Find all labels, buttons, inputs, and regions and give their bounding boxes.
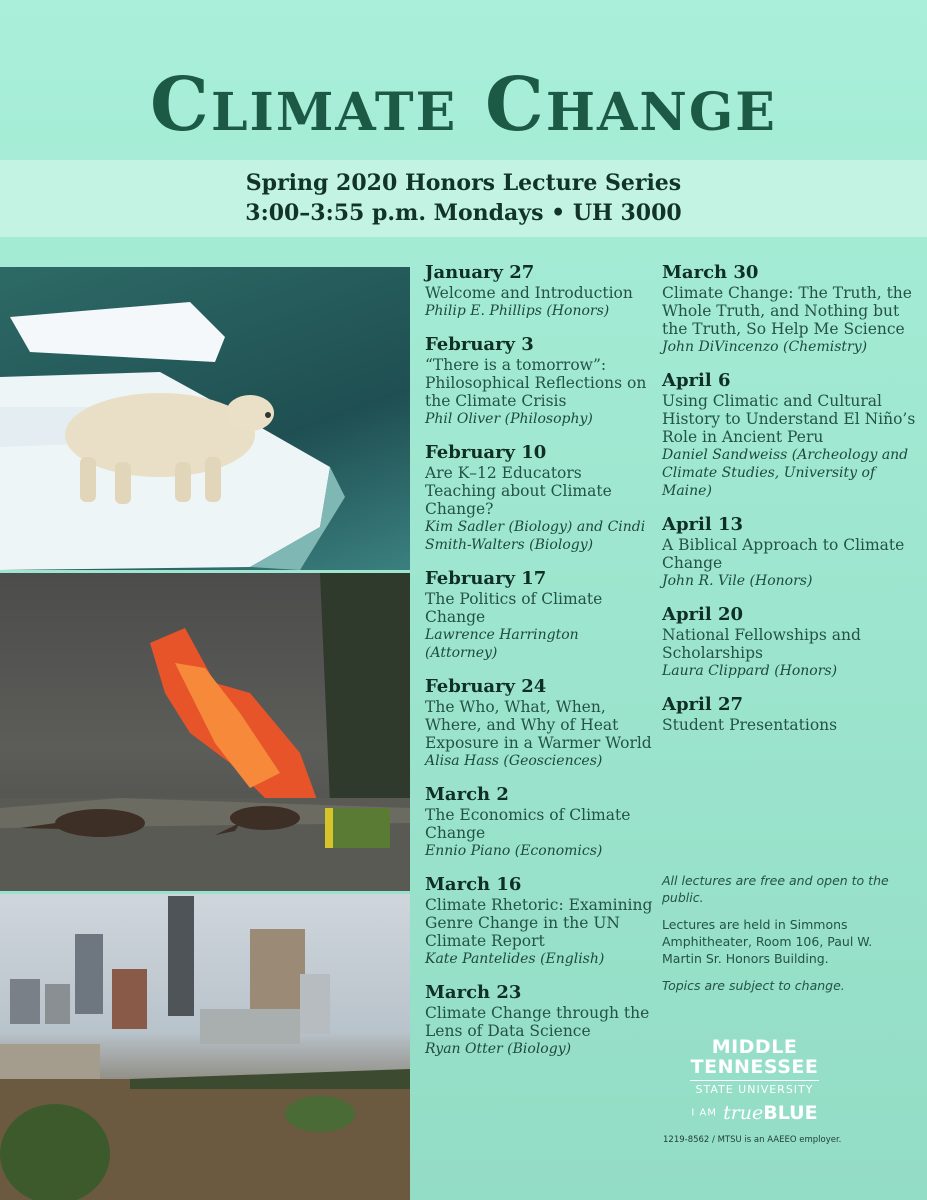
lecture-entry [662,370,917,500]
lecture-entry [425,442,655,554]
lecture-speaker: Phil Oliver (Philosophy) [425,411,593,427]
lecture-speaker: Laura Clippard (Honors) [662,663,838,679]
lecture-speaker: Kim Sadler (Biology) and Cindi Smith-Walters (Biology) [425,519,646,553]
lecture-speaker: Kate Pantelides (English) [425,951,605,967]
lecture-entry [425,676,655,770]
logo-line-tennessee: TENNESSEE [690,1056,819,1078]
lecture-entry [425,874,655,968]
lecture-speaker: John R. Vile (Honors) [662,573,813,589]
schedule-time: 3:00–3:55 p.m. Mondays • UH 3000 [245,200,682,226]
tagline-blue: BLUE [763,1102,818,1124]
lecture-date: February 17 [425,568,547,589]
lecture-topic: Climate Change: The Truth, the Whole Truth, and Nothing but the Truth, So Help Me Science [662,284,912,338]
lecture-speaker: Philip E. Phillips (Honors) [425,303,610,319]
location-note: Lectures are held in Simmons Amphitheater, Room 106, Paul W. Martin Sr. Honors Building. [662,917,873,966]
lecture-topic: The Economics of Climate Change [425,806,631,842]
lecture-speaker: John DiVincenzo (Chemistry) [662,339,868,355]
lecture-column-right [662,262,917,748]
lecture-date: April 13 [662,514,744,535]
lecture-entry [425,784,655,860]
lecture-date: February 3 [425,334,534,355]
lecture-date: April 20 [662,604,744,625]
tagline-true: true [723,1102,764,1124]
lecture-topic: A Biblical Approach to Climate Change [662,536,905,572]
polar-bear-photo [0,267,410,570]
lecture-speaker: Alisa Hass (Geosciences) [425,753,603,769]
series-name: Spring 2020 Honors Lecture Series [245,170,682,196]
lecture-date: April 6 [662,370,731,391]
lecture-date: March 2 [425,784,509,805]
subtitle-band [0,160,927,237]
lecture-entry [662,262,917,356]
lecture-entry [425,334,655,428]
lecture-speaker: Ryan Otter (Biology) [425,1041,572,1057]
lecture-topic: Climate Change through the Lens of Data Science [425,1004,650,1040]
lecture-topic: National Fellowships and Scholarships [662,626,861,662]
lecture-entry [662,604,917,680]
flooded-city-photo [0,894,410,1200]
lecture-column-left [425,262,655,1072]
lecture-date: February 10 [425,442,547,463]
lecture-entry [425,568,655,662]
lecture-entry [425,982,655,1058]
lecture-speaker: Daniel Sandweiss (Archeology and Climate Studies, University of Maine) [662,447,909,499]
lecture-date: March 23 [425,982,522,1003]
true-blue-tagline [672,1100,837,1127]
lecture-date: February 24 [425,676,547,697]
lecture-date: January 27 [425,262,535,283]
logo-line-middle: MIDDLE [711,1036,798,1058]
logo-line-state-university: STATE UNIVERSITY [690,1080,819,1096]
subject-to-change-note: Topics are subject to change. [662,978,845,993]
lecture-entry [662,514,917,590]
lecture-topic: Using Climatic and Cultural History to Understand El Niño’s Role in Ancient Peru [662,392,916,446]
tagline-iam: I AM [691,1107,718,1119]
lecture-topic: Student Presentations [662,716,838,734]
lecture-date: March 30 [662,262,759,283]
free-admission-note: All lectures are free and open to the public. [662,873,889,905]
mtsu-logo [672,1037,837,1127]
lecture-topic: Welcome and Introduction [425,284,633,302]
lecture-entry [425,262,655,320]
lecture-topic: Climate Rhetoric: Examining Genre Change in the UN Climate Report [425,896,653,950]
lecture-topic: The Who, What, When, Where, and Why of Heat Exposure in a Warmer World [425,698,652,752]
lecture-entry [662,694,917,734]
lecture-date: March 16 [425,874,522,895]
lecture-speaker: Ennio Piano (Economics) [425,843,603,859]
lecture-topic: Are K–12 Educators Teaching about Climate Change? [425,464,612,518]
poster-title: Climate Change [150,62,777,148]
lecture-date: April 27 [662,694,744,715]
lecture-speaker: Lawrence Harrington (Attorney) [425,627,579,661]
lecture-topic: “There is a tomorrow”: Philosophical Reflections on the Climate Crisis [425,356,647,410]
employer-footer: 1219-8562 / MTSU is an AAEEO employer. [663,1135,842,1145]
lecture-topic: The Politics of Climate Change [425,590,603,626]
event-notes [662,872,907,1004]
bushfire-kangaroos-photo [0,573,410,891]
